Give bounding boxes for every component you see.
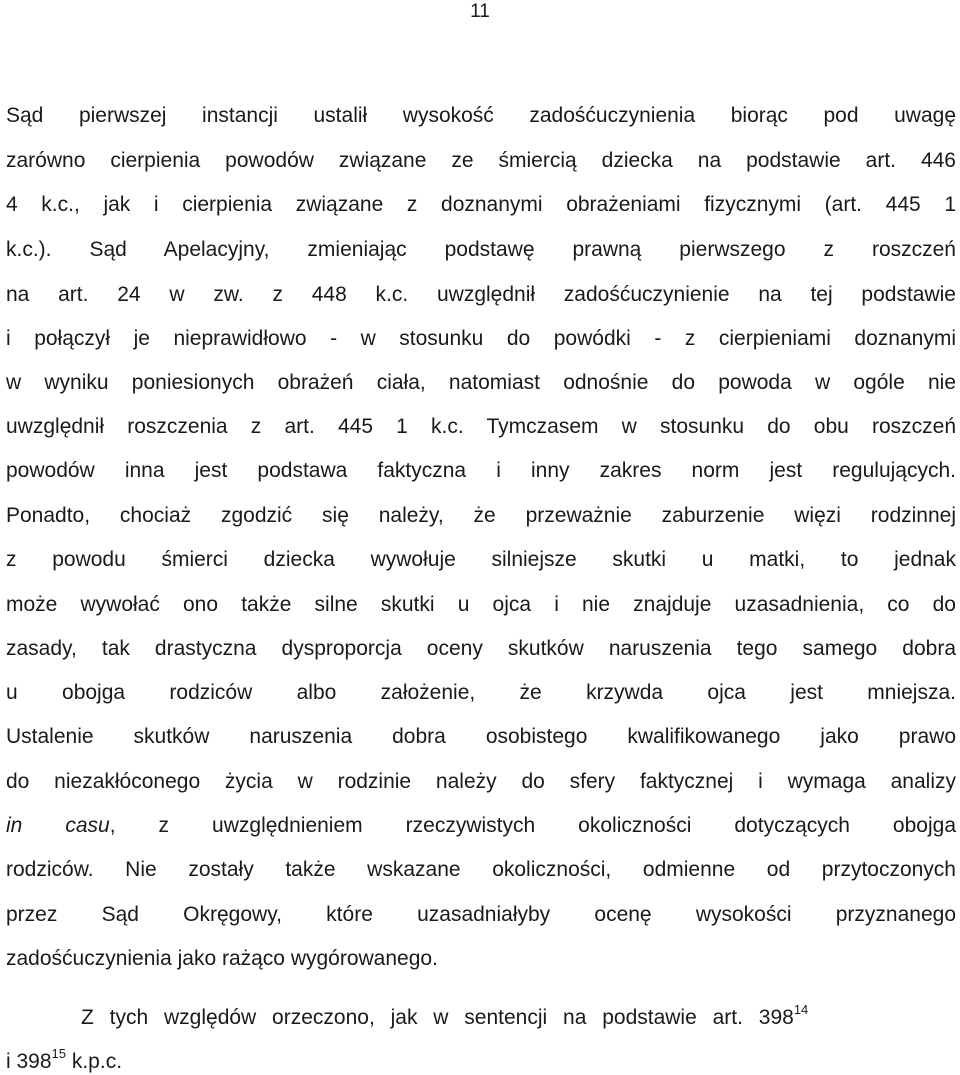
text-segment: Z tych względów orzeczono, jak w sentencji na podstawie art. 398 (81, 1006, 794, 1029)
text-line: rodziców. Nie zostały także wskazane okoliczności, odmienne od przytoczonych (6, 858, 956, 881)
text-segment: i 398 (6, 1050, 52, 1073)
text-line: uwzględnił roszczenia z art. 445 1 k.c. Tymczasem w stosunku do obu roszczeń (6, 415, 956, 438)
superscript: 15 (51, 1046, 67, 1061)
text-line: Ustalenie skutków naruszenia dobra osobistego kwalifikowanego jako prawo (6, 725, 956, 748)
text-line: przez Sąd Okręgowy, które uzasadniałyby ocenę wysokości przyznanego (6, 903, 956, 926)
latin-phrase: in casu (6, 814, 110, 837)
text-segment: k.p.c. (66, 1050, 123, 1073)
text-line: do niezakłóconego życia w rodzinie należy do sfery faktycznej i wymaga analizy (6, 770, 956, 793)
text-line: Ponadto, chociaż zgodzić się należy, że przeważnie zaburzenie więzi rodzinnej (6, 504, 956, 527)
text-line: powodów inna jest podstawa faktyczna i inny zakres norm jest regulujących. (6, 459, 956, 482)
text-line (6, 814, 956, 838)
text-line (6, 1046, 956, 1074)
text-line (81, 1002, 956, 1030)
text-line: k.c.). Sąd Apelacyjny, zmieniając podstawę prawną pierwszego z roszczeń (6, 238, 956, 261)
text-segment: , z uwzględnieniem rzeczywistych okoliczności dotyczących obojga (109, 814, 956, 837)
page-number: 11 (470, 1, 490, 22)
text-line: z powodu śmierci dziecka wywołuje silniejsze skutki u matki, to jednak (6, 548, 956, 571)
text-line: na art. 24 w zw. z 448 k.c. uwzględnił zadośćuczynienie na tej podstawie (6, 283, 956, 306)
text-line: u obojga rodziców albo założenie, że krzywda ojca jest mniejsza. (6, 681, 956, 704)
text-line: Sąd pierwszej instancji ustalił wysokość zadośćuczynienia biorąc pod uwagę (6, 104, 956, 127)
text-line: zarówno cierpienia powodów związane ze śmiercią dziecka na podstawie art. 446 (6, 149, 956, 172)
text-line: i połączył je nieprawidłowo - w stosunku do powódki - z cierpieniami doznanymi (6, 327, 956, 350)
text-line: zasady, tak drastyczna dysproporcja oceny skutków naruszenia tego samego dobra (6, 637, 956, 660)
text-line: w wyniku poniesionych obrażeń ciała, natomiast odnośnie do powoda w ogóle nie (6, 371, 956, 394)
superscript: 14 (793, 1002, 809, 1017)
text-line: może wywołać ono także silne skutki u ojca i nie znajduje uzasadnienia, co do (6, 593, 956, 616)
text-line: zadośćuczynienia jako rażąco wygórowanego. (6, 947, 438, 970)
text-line: 4 k.c., jak i cierpienia związane z doznanymi obrażeniami fizycznymi (art. 445 1 (6, 193, 956, 216)
